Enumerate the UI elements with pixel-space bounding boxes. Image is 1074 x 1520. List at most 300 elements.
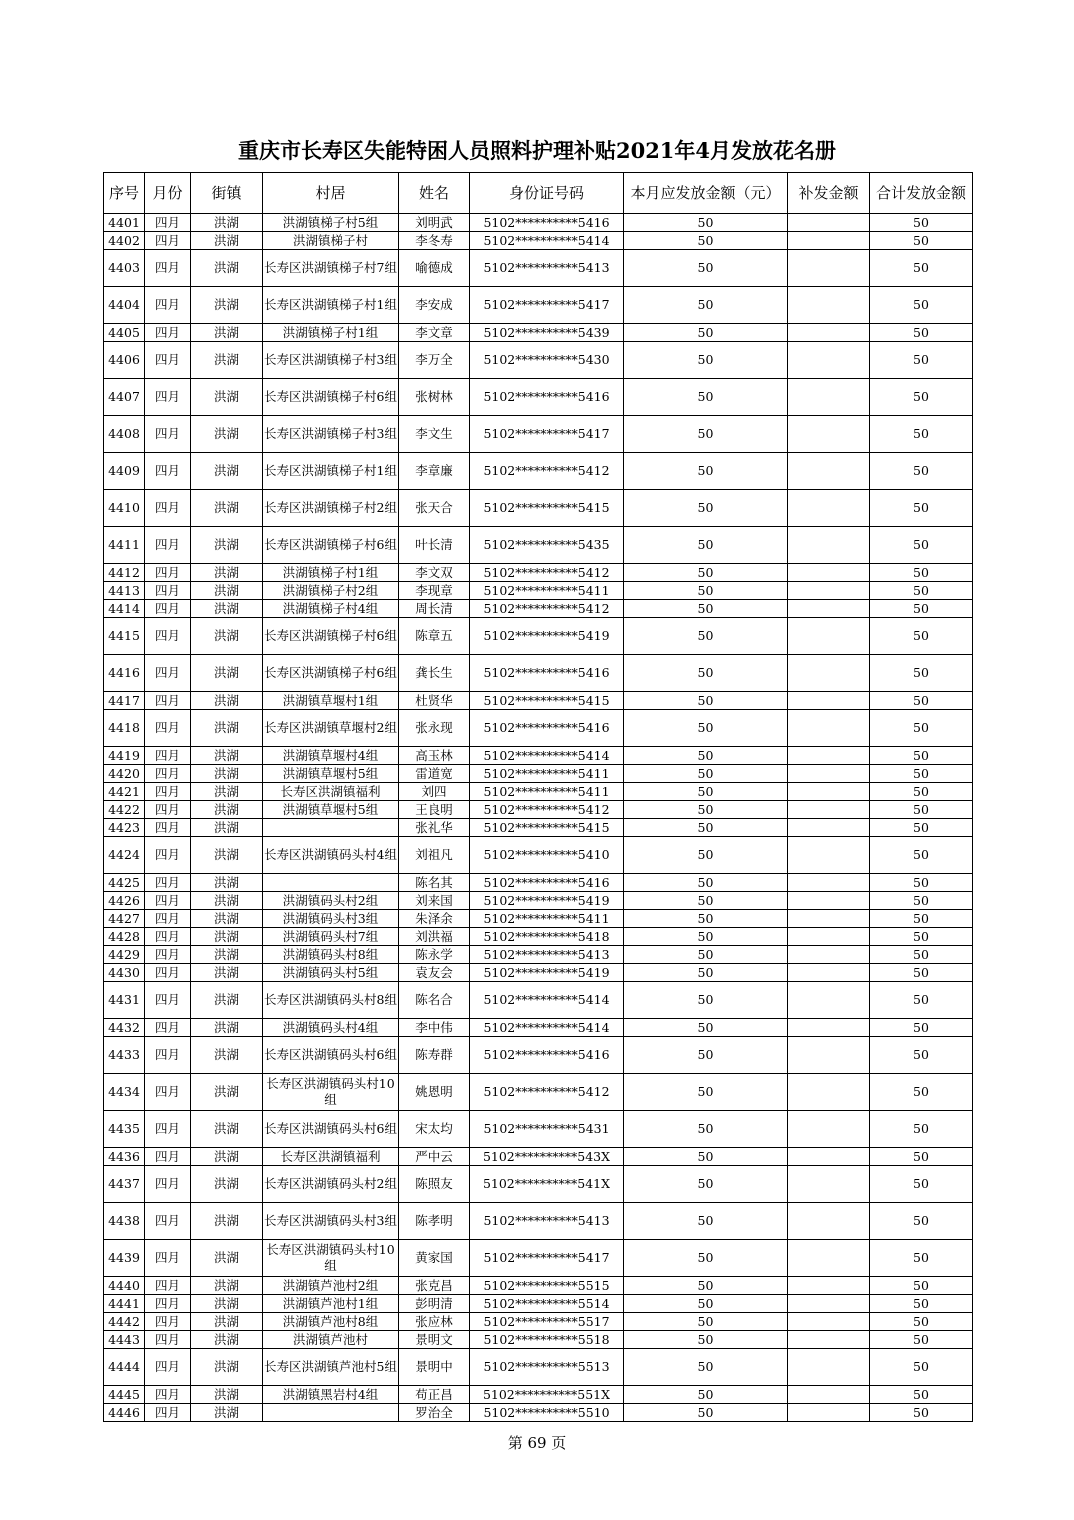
- cell-month: 四月: [145, 765, 191, 783]
- cell-back-pay: [788, 783, 870, 801]
- cell-back-pay: [788, 1203, 870, 1240]
- cell-town: 洪湖: [191, 1148, 263, 1166]
- cell-seq: 4442: [104, 1313, 145, 1331]
- cell-back-pay: [788, 490, 870, 527]
- cell-village: [263, 874, 399, 892]
- cell-name: 张礼华: [399, 819, 470, 837]
- cell-total: 50: [870, 982, 973, 1019]
- col-header-back-pay: 补发金额: [788, 173, 870, 214]
- cell-total: 50: [870, 801, 973, 819]
- cell-seq: 4432: [104, 1019, 145, 1037]
- cell-town: 洪湖: [191, 324, 263, 342]
- cell-village: 长寿区洪湖镇福利: [263, 1148, 399, 1166]
- table-row: [104, 1386, 973, 1404]
- cell-village: 洪湖镇黑岩村4组: [263, 1386, 399, 1404]
- cell-id-number: 5102**********5419: [470, 618, 624, 655]
- table-row: [104, 874, 973, 892]
- cell-total: 50: [870, 342, 973, 379]
- cell-amount-due: 50: [624, 801, 788, 819]
- cell-village: 长寿区洪湖镇梯子村3组: [263, 416, 399, 453]
- cell-id-number: 5102**********5415: [470, 490, 624, 527]
- cell-month: 四月: [145, 232, 191, 250]
- cell-seq: 4422: [104, 801, 145, 819]
- table-row: [104, 379, 973, 416]
- cell-month: 四月: [145, 379, 191, 416]
- cell-id-number: 5102**********5412: [470, 453, 624, 490]
- cell-total: 50: [870, 1074, 973, 1111]
- cell-total: 50: [870, 1148, 973, 1166]
- cell-back-pay: [788, 527, 870, 564]
- table-row: [104, 892, 973, 910]
- cell-id-number: 5102**********5419: [470, 892, 624, 910]
- cell-seq: 4410: [104, 490, 145, 527]
- cell-amount-due: 50: [624, 837, 788, 874]
- cell-village: 洪湖镇草堰村4组: [263, 747, 399, 765]
- cell-village: 长寿区洪湖镇梯子村6组: [263, 655, 399, 692]
- cell-town: 洪湖: [191, 783, 263, 801]
- table-row: [104, 582, 973, 600]
- cell-back-pay: [788, 1019, 870, 1037]
- table-row: [104, 287, 973, 324]
- cell-name: 李现章: [399, 582, 470, 600]
- cell-village: 长寿区洪湖镇梯子村6组: [263, 527, 399, 564]
- cell-name: 朱泽余: [399, 910, 470, 928]
- cell-seq: 4414: [104, 600, 145, 618]
- cell-town: 洪湖: [191, 564, 263, 582]
- cell-total: 50: [870, 453, 973, 490]
- cell-name: 王良明: [399, 801, 470, 819]
- cell-amount-due: 50: [624, 1037, 788, 1074]
- cell-village: 长寿区洪湖镇草堰村2组: [263, 710, 399, 747]
- cell-back-pay: [788, 453, 870, 490]
- cell-month: 四月: [145, 527, 191, 564]
- cell-total: 50: [870, 582, 973, 600]
- cell-amount-due: 50: [624, 910, 788, 928]
- cell-month: 四月: [145, 964, 191, 982]
- cell-total: 50: [870, 946, 973, 964]
- cell-back-pay: [788, 600, 870, 618]
- cell-total: 50: [870, 1404, 973, 1422]
- cell-total: 50: [870, 747, 973, 765]
- cell-amount-due: 50: [624, 655, 788, 692]
- cell-seq: 4401: [104, 214, 145, 232]
- cell-amount-due: 50: [624, 892, 788, 910]
- cell-amount-due: 50: [624, 710, 788, 747]
- cell-total: 50: [870, 250, 973, 287]
- cell-month: 四月: [145, 214, 191, 232]
- cell-back-pay: [788, 982, 870, 1019]
- cell-seq: 4426: [104, 892, 145, 910]
- cell-name: 陈章五: [399, 618, 470, 655]
- cell-amount-due: 50: [624, 379, 788, 416]
- cell-amount-due: 50: [624, 416, 788, 453]
- col-header-amount-due: 本月应发放金额（元）: [624, 173, 788, 214]
- cell-seq: 4446: [104, 1404, 145, 1422]
- table-row: [104, 692, 973, 710]
- cell-seq: 4430: [104, 964, 145, 982]
- cell-seq: 4436: [104, 1148, 145, 1166]
- cell-id-number: 5102**********5416: [470, 710, 624, 747]
- cell-back-pay: [788, 765, 870, 783]
- cell-village: 洪湖镇芦池村1组: [263, 1295, 399, 1313]
- col-header-total: 合计发放金额: [870, 173, 973, 214]
- cell-town: 洪湖: [191, 710, 263, 747]
- cell-id-number: 5102**********5411: [470, 765, 624, 783]
- cell-name: 苟正昌: [399, 1386, 470, 1404]
- cell-back-pay: [788, 1313, 870, 1331]
- cell-id-number: 5102**********543X: [470, 1148, 624, 1166]
- cell-town: 洪湖: [191, 692, 263, 710]
- table-header-row: [104, 173, 973, 214]
- cell-back-pay: [788, 710, 870, 747]
- cell-town: 洪湖: [191, 928, 263, 946]
- cell-village: 长寿区洪湖镇梯子村1组: [263, 287, 399, 324]
- page-title: 重庆市长寿区失能特困人员照料护理补贴2021年4月发放花名册: [237, 138, 837, 163]
- cell-total: 50: [870, 232, 973, 250]
- cell-town: 洪湖: [191, 1349, 263, 1386]
- cell-village: 长寿区洪湖镇码头村3组: [263, 1203, 399, 1240]
- cell-total: 50: [870, 819, 973, 837]
- cell-back-pay: [788, 892, 870, 910]
- cell-amount-due: 50: [624, 1331, 788, 1349]
- cell-amount-due: 50: [624, 1313, 788, 1331]
- cell-total: 50: [870, 618, 973, 655]
- cell-town: 洪湖: [191, 453, 263, 490]
- cell-month: 四月: [145, 837, 191, 874]
- cell-id-number: 5102**********5513: [470, 1349, 624, 1386]
- cell-amount-due: 50: [624, 1349, 788, 1386]
- cell-amount-due: 50: [624, 324, 788, 342]
- cell-amount-due: 50: [624, 819, 788, 837]
- cell-seq: 4409: [104, 453, 145, 490]
- col-header-id-number: 身份证号码: [470, 173, 624, 214]
- cell-month: 四月: [145, 342, 191, 379]
- cell-id-number: 5102**********551X: [470, 1386, 624, 1404]
- cell-name: 李文章: [399, 324, 470, 342]
- table-row: [104, 1240, 973, 1277]
- cell-village: 长寿区洪湖镇芦池村5组: [263, 1349, 399, 1386]
- table-row: [104, 928, 973, 946]
- cell-seq: 4434: [104, 1074, 145, 1111]
- cell-month: 四月: [145, 490, 191, 527]
- cell-amount-due: 50: [624, 692, 788, 710]
- cell-month: 四月: [145, 618, 191, 655]
- cell-village: 洪湖镇草堰村5组: [263, 801, 399, 819]
- cell-month: 四月: [145, 1166, 191, 1203]
- cell-month: 四月: [145, 892, 191, 910]
- cell-back-pay: [788, 801, 870, 819]
- table-row: [104, 1203, 973, 1240]
- cell-month: 四月: [145, 1240, 191, 1277]
- table-row: [104, 964, 973, 982]
- cell-name: 李文生: [399, 416, 470, 453]
- table-row: [104, 783, 973, 801]
- cell-id-number: 5102**********5412: [470, 564, 624, 582]
- cell-month: 四月: [145, 453, 191, 490]
- cell-name: 杜贤华: [399, 692, 470, 710]
- cell-village: 长寿区洪湖镇码头村6组: [263, 1037, 399, 1074]
- cell-name: 李万全: [399, 342, 470, 379]
- cell-amount-due: 50: [624, 964, 788, 982]
- cell-total: 50: [870, 600, 973, 618]
- cell-back-pay: [788, 324, 870, 342]
- cell-name: 严中云: [399, 1148, 470, 1166]
- cell-month: 四月: [145, 1111, 191, 1148]
- cell-name: 李冬寿: [399, 232, 470, 250]
- cell-back-pay: [788, 1074, 870, 1111]
- cell-amount-due: 50: [624, 1074, 788, 1111]
- cell-village: [263, 819, 399, 837]
- cell-id-number: 5102**********5413: [470, 1203, 624, 1240]
- cell-total: 50: [870, 892, 973, 910]
- cell-back-pay: [788, 1166, 870, 1203]
- cell-name: 宋太均: [399, 1111, 470, 1148]
- cell-total: 50: [870, 874, 973, 892]
- cell-village: 长寿区洪湖镇福利: [263, 783, 399, 801]
- cell-month: 四月: [145, 1037, 191, 1074]
- cell-id-number: 5102**********5410: [470, 837, 624, 874]
- cell-amount-due: 50: [624, 490, 788, 527]
- cell-seq: 4435: [104, 1111, 145, 1148]
- cell-month: 四月: [145, 692, 191, 710]
- cell-village: 洪湖镇梯子村5组: [263, 214, 399, 232]
- cell-back-pay: [788, 747, 870, 765]
- cell-village: 长寿区洪湖镇码头村6组: [263, 1111, 399, 1148]
- cell-id-number: 5102**********5416: [470, 1037, 624, 1074]
- cell-village: 长寿区洪湖镇梯子村2组: [263, 490, 399, 527]
- cell-back-pay: [788, 964, 870, 982]
- cell-seq: 4437: [104, 1166, 145, 1203]
- cell-village: 洪湖镇码头村7组: [263, 928, 399, 946]
- cell-town: 洪湖: [191, 1166, 263, 1203]
- cell-town: 洪湖: [191, 1386, 263, 1404]
- cell-seq: 4439: [104, 1240, 145, 1277]
- cell-amount-due: 50: [624, 1166, 788, 1203]
- cell-name: 李安成: [399, 287, 470, 324]
- cell-month: 四月: [145, 801, 191, 819]
- cell-id-number: 5102**********541X: [470, 1166, 624, 1203]
- cell-month: 四月: [145, 1295, 191, 1313]
- cell-month: 四月: [145, 910, 191, 928]
- cell-back-pay: [788, 837, 870, 874]
- cell-name: 姚恩明: [399, 1074, 470, 1111]
- table-row: [104, 1277, 973, 1295]
- cell-seq: 4415: [104, 618, 145, 655]
- cell-id-number: 5102**********5431: [470, 1111, 624, 1148]
- table-row: [104, 1037, 973, 1074]
- cell-amount-due: 50: [624, 287, 788, 324]
- table-row: [104, 1148, 973, 1166]
- cell-town: 洪湖: [191, 964, 263, 982]
- cell-id-number: 5102**********5417: [470, 416, 624, 453]
- cell-name: 张永现: [399, 710, 470, 747]
- cell-back-pay: [788, 564, 870, 582]
- cell-amount-due: 50: [624, 783, 788, 801]
- cell-total: 50: [870, 564, 973, 582]
- cell-month: 四月: [145, 416, 191, 453]
- cell-amount-due: 50: [624, 1386, 788, 1404]
- cell-town: 洪湖: [191, 416, 263, 453]
- cell-id-number: 5102**********5413: [470, 946, 624, 964]
- cell-back-pay: [788, 1277, 870, 1295]
- cell-village: 洪湖镇码头村4组: [263, 1019, 399, 1037]
- cell-id-number: 5102**********5435: [470, 527, 624, 564]
- cell-month: 四月: [145, 1019, 191, 1037]
- cell-id-number: 5102**********5417: [470, 287, 624, 324]
- table-row: [104, 564, 973, 582]
- cell-month: 四月: [145, 1331, 191, 1349]
- cell-id-number: 5102**********5412: [470, 1074, 624, 1111]
- cell-name: 李文双: [399, 564, 470, 582]
- page-number: 第 69 页: [507, 1434, 567, 1452]
- cell-name: 刘洪福: [399, 928, 470, 946]
- cell-total: 50: [870, 1019, 973, 1037]
- cell-amount-due: 50: [624, 1277, 788, 1295]
- cell-village: 长寿区洪湖镇梯子村3组: [263, 342, 399, 379]
- cell-amount-due: 50: [624, 928, 788, 946]
- cell-village: [263, 1404, 399, 1422]
- cell-amount-due: 50: [624, 453, 788, 490]
- cell-month: 四月: [145, 1349, 191, 1386]
- cell-village: 洪湖镇梯子村1组: [263, 564, 399, 582]
- cell-town: 洪湖: [191, 1019, 263, 1037]
- cell-village: 洪湖镇码头村2组: [263, 892, 399, 910]
- cell-village: 长寿区洪湖镇梯子村1组: [263, 453, 399, 490]
- cell-month: 四月: [145, 655, 191, 692]
- table-row: [104, 655, 973, 692]
- cell-amount-due: 50: [624, 1404, 788, 1422]
- cell-village: 洪湖镇草堰村1组: [263, 692, 399, 710]
- cell-total: 50: [870, 324, 973, 342]
- cell-name: 陈照友: [399, 1166, 470, 1203]
- cell-village: 洪湖镇码头村5组: [263, 964, 399, 982]
- cell-amount-due: 50: [624, 1148, 788, 1166]
- table-row: [104, 1331, 973, 1349]
- cell-id-number: 5102**********5415: [470, 819, 624, 837]
- cell-month: 四月: [145, 982, 191, 1019]
- cell-total: 50: [870, 1240, 973, 1277]
- cell-amount-due: 50: [624, 1111, 788, 1148]
- cell-id-number: 5102**********5413: [470, 250, 624, 287]
- cell-name: 龚长生: [399, 655, 470, 692]
- cell-back-pay: [788, 379, 870, 416]
- cell-town: 洪湖: [191, 287, 263, 324]
- cell-total: 50: [870, 1331, 973, 1349]
- cell-village: 长寿区洪湖镇梯子村7组: [263, 250, 399, 287]
- cell-town: 洪湖: [191, 837, 263, 874]
- cell-id-number: 5102**********5430: [470, 342, 624, 379]
- cell-village: 长寿区洪湖镇梯子村6组: [263, 379, 399, 416]
- col-header-name: 姓名: [399, 173, 470, 214]
- cell-village: 洪湖镇梯子村2组: [263, 582, 399, 600]
- cell-town: 洪湖: [191, 1277, 263, 1295]
- cell-town: 洪湖: [191, 655, 263, 692]
- cell-seq: 4406: [104, 342, 145, 379]
- table-row: [104, 324, 973, 342]
- cell-name: 李章廉: [399, 453, 470, 490]
- cell-town: 洪湖: [191, 600, 263, 618]
- cell-id-number: 5102**********5412: [470, 600, 624, 618]
- cell-town: 洪湖: [191, 1404, 263, 1422]
- cell-total: 50: [870, 1277, 973, 1295]
- cell-amount-due: 50: [624, 1240, 788, 1277]
- cell-id-number: 5102**********5510: [470, 1404, 624, 1422]
- cell-back-pay: [788, 910, 870, 928]
- cell-id-number: 5102**********5517: [470, 1313, 624, 1331]
- cell-back-pay: [788, 342, 870, 379]
- cell-back-pay: [788, 819, 870, 837]
- cell-month: 四月: [145, 928, 191, 946]
- col-header-town: 街镇: [191, 173, 263, 214]
- table-row: [104, 618, 973, 655]
- cell-id-number: 5102**********5416: [470, 214, 624, 232]
- cell-seq: 4443: [104, 1331, 145, 1349]
- cell-back-pay: [788, 655, 870, 692]
- cell-seq: 4431: [104, 982, 145, 1019]
- cell-seq: 4441: [104, 1295, 145, 1313]
- cell-month: 四月: [145, 250, 191, 287]
- cell-id-number: 5102**********5518: [470, 1331, 624, 1349]
- cell-town: 洪湖: [191, 1074, 263, 1111]
- cell-name: 雷道宽: [399, 765, 470, 783]
- cell-name: 陈名合: [399, 982, 470, 1019]
- table-row: [104, 910, 973, 928]
- cell-id-number: 5102**********5419: [470, 964, 624, 982]
- cell-town: 洪湖: [191, 1331, 263, 1349]
- cell-village: 长寿区洪湖镇码头村10组: [263, 1240, 399, 1277]
- cell-village: 洪湖镇芦池村2组: [263, 1277, 399, 1295]
- cell-town: 洪湖: [191, 892, 263, 910]
- cell-town: 洪湖: [191, 819, 263, 837]
- cell-name: 喻德成: [399, 250, 470, 287]
- cell-month: 四月: [145, 600, 191, 618]
- cell-name: 刘明武: [399, 214, 470, 232]
- cell-id-number: 5102**********5439: [470, 324, 624, 342]
- cell-seq: 4411: [104, 527, 145, 564]
- table-row: [104, 1313, 973, 1331]
- cell-month: 四月: [145, 1277, 191, 1295]
- cell-back-pay: [788, 214, 870, 232]
- cell-village: 洪湖镇芦池村8组: [263, 1313, 399, 1331]
- subsidy-roster-table: [103, 172, 973, 1422]
- cell-total: 50: [870, 527, 973, 564]
- cell-name: 陈永学: [399, 946, 470, 964]
- cell-town: 洪湖: [191, 982, 263, 1019]
- cell-amount-due: 50: [624, 1203, 788, 1240]
- cell-name: 陈孝明: [399, 1203, 470, 1240]
- cell-id-number: 5102**********5411: [470, 910, 624, 928]
- cell-back-pay: [788, 416, 870, 453]
- col-header-seq: 序号: [104, 173, 145, 214]
- cell-amount-due: 50: [624, 250, 788, 287]
- cell-seq: 4428: [104, 928, 145, 946]
- cell-name: 彭明清: [399, 1295, 470, 1313]
- cell-total: 50: [870, 1111, 973, 1148]
- cell-town: 洪湖: [191, 379, 263, 416]
- cell-back-pay: [788, 946, 870, 964]
- cell-total: 50: [870, 490, 973, 527]
- cell-back-pay: [788, 1404, 870, 1422]
- cell-seq: 4427: [104, 910, 145, 928]
- table-row: [104, 214, 973, 232]
- cell-month: 四月: [145, 287, 191, 324]
- cell-seq: 4440: [104, 1277, 145, 1295]
- table-row: [104, 819, 973, 837]
- cell-name: 高玉林: [399, 747, 470, 765]
- cell-village: 洪湖镇芦池村: [263, 1331, 399, 1349]
- cell-total: 50: [870, 1295, 973, 1313]
- table-row: [104, 1166, 973, 1203]
